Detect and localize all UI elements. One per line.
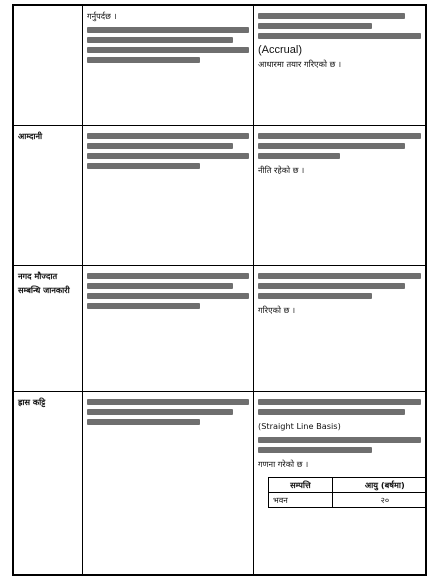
row-col-a <box>83 392 254 575</box>
unreadable-text <box>258 143 405 149</box>
paragraph-text: गणना गरेको छ । <box>258 459 309 469</box>
header-life: आयु (बर्षमा) <box>332 478 425 493</box>
asset-life-table <box>268 477 426 508</box>
unreadable-text <box>87 57 200 63</box>
row-label: आम्दानी <box>14 126 83 266</box>
row-label: नगद मौज्दात सम्बन्धि जानकारी <box>14 266 83 392</box>
row-col-b <box>254 126 426 266</box>
unreadable-text <box>87 163 200 169</box>
unreadable-text <box>258 437 421 443</box>
row-col-b <box>254 266 426 392</box>
unreadable-text <box>258 23 372 29</box>
table-row <box>14 266 426 392</box>
unreadable-text <box>87 37 233 43</box>
unreadable-text <box>258 153 340 159</box>
depreciation-method-term: (Straight Line Basis) <box>258 421 341 431</box>
asset-name: भवन <box>269 493 333 508</box>
accrual-term: (Accrual) <box>258 44 303 56</box>
unreadable-text <box>87 273 249 279</box>
paragraph-text: गर्नुपर्दछ । <box>87 11 117 21</box>
row-label <box>14 6 83 126</box>
unreadable-text <box>87 143 233 149</box>
row-col-a <box>83 126 254 266</box>
unreadable-text <box>258 447 372 453</box>
unreadable-text <box>258 399 421 405</box>
policy-table <box>13 5 426 575</box>
unreadable-text <box>87 47 249 53</box>
unreadable-text <box>87 399 249 405</box>
unreadable-text <box>258 293 372 299</box>
paragraph-text: आधारमा तयार गरिएको छ । <box>258 59 342 69</box>
unreadable-text <box>258 273 421 279</box>
unreadable-text <box>258 133 421 139</box>
unreadable-text <box>87 153 249 159</box>
row-col-b <box>254 392 426 575</box>
table-row <box>14 392 426 575</box>
unreadable-text <box>87 419 200 425</box>
row-col-a <box>83 6 254 126</box>
paragraph-text: नीति रहेको छ । <box>258 165 305 175</box>
document-table-container <box>12 4 427 576</box>
unreadable-text <box>87 27 249 33</box>
unreadable-text <box>258 33 421 39</box>
table-row <box>14 126 426 266</box>
paragraph-text: गरिएको छ । <box>258 305 296 315</box>
asset-table-header <box>269 478 426 493</box>
unreadable-text <box>258 13 405 19</box>
unreadable-text <box>87 409 233 415</box>
header-asset: सम्पत्ति <box>269 478 333 493</box>
table-row <box>14 6 426 126</box>
unreadable-text <box>87 133 249 139</box>
unreadable-text <box>87 283 233 289</box>
unreadable-text <box>87 293 249 299</box>
unreadable-text <box>87 303 200 309</box>
table-row <box>269 493 426 508</box>
unreadable-text <box>258 409 405 415</box>
asset-life: २० <box>332 493 425 508</box>
row-label: ह्रास कट्टि <box>14 392 83 575</box>
row-col-b <box>254 6 426 126</box>
row-col-a <box>83 266 254 392</box>
unreadable-text <box>258 283 405 289</box>
